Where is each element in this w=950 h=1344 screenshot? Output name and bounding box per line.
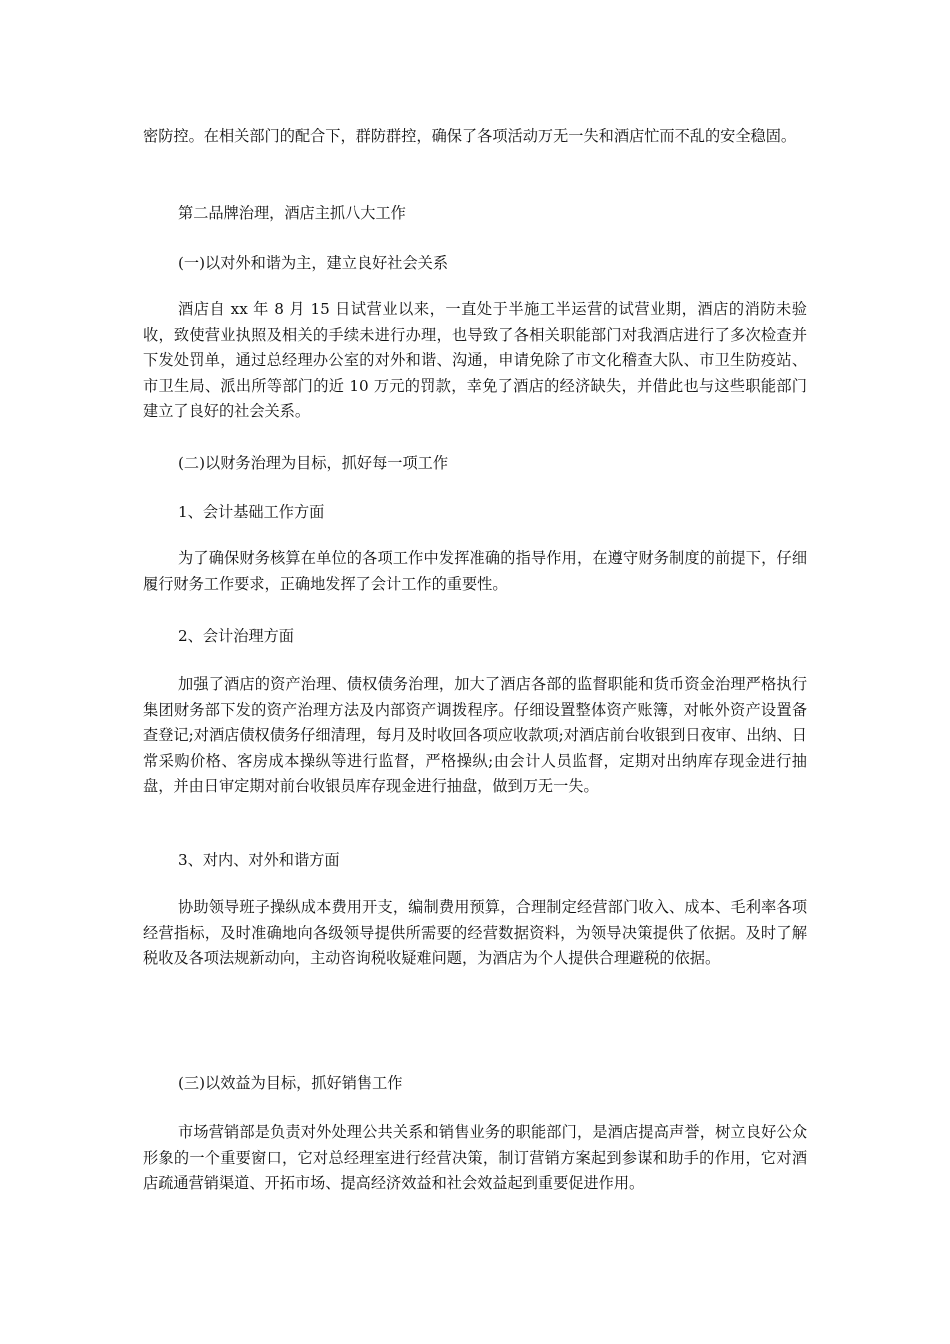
subsection-heading-sales: (三)以效益为目标，抓好销售工作 — [178, 1074, 403, 1092]
paragraph-sales: 市场营销部是负责对外处理公共关系和销售业务的职能部门，是酒店提高声誉，树立良好公众形象的一个重要窗口，它对总经理室进行经营决策，制订营销方案起到参谋和助手的作用，它对酒店疏通营销渠道、开拓市场、提高经济效益和社会效益起到重要促进作用。 — [143, 1123, 807, 1193]
item-heading-accounting-basics: 1、会计基础工作方面 — [178, 503, 325, 521]
paragraph-coordination: 协助领导班子操纵成本费用开支，编制费用预算，合理制定经营部门收入、成本、毛利率各项经营指标，及时准确地向各级领导提供所需要的经营数据资料，为领导决策提供了依据。及时了解税收及各项法规新动向，主动咨询税收疑难问题，为酒店为个人提供合理避税的依据。 — [143, 898, 807, 968]
subsection-heading-external-relations: (一)以对外和谐为主，建立良好社会关系 — [178, 254, 449, 272]
subsection-heading-finance: (二)以财务治理为目标，抓好每一项工作 — [178, 454, 449, 472]
paragraph-accounting-basics: 为了确保财务核算在单位的各项工作中发挥准确的指导作用，在遵守财务制度的前提下，仔细履行财务工作要求，正确地发挥了会计工作的重要性。 — [143, 549, 807, 593]
paragraph-external-relations: 酒店自 xx 年 8 月 15 日试营业以来，一直处于半施工半运营的试营业期，酒店的消防未验收，致使营业执照及相关的手续未进行办理，也导致了各相关职能部门对我酒店进行了多次检查并下发处罚单，通过总经理办公室的对外和谐、沟通，申请免除了市文化稽查大队、市卫生防疫站、市卫生局、派出所等部门的近 10 万元的罚款，幸免了酒店的经济缺失，并借此也与这些职能部门建立了良好的社会关系。 — [143, 300, 807, 421]
paragraph-continuation: 密防控。在相关部门的配合下，群防群控，确保了各项活动万无一失和酒店忙而不乱的安全稳固。 — [143, 127, 797, 145]
section-heading-brand-management: 第二品牌治理，酒店主抓八大工作 — [178, 204, 406, 222]
item-heading-coordination: 3、对内、对外和谐方面 — [178, 851, 340, 869]
item-heading-accounting-management: 2、会计治理方面 — [178, 627, 294, 645]
paragraph-accounting-management: 加强了酒店的资产治理、债权债务治理，加大了酒店各部的监督职能和货币资金治理严格执行集团财务部下发的资产治理方法及内部资产调拨程序。仔细设置整体资产账簿，对帐外资产设置备查登记;对酒店债权债务仔细清理，每月及时收回各项应收款项;对酒店前台收银到日夜审、出纳、日常采购价格、客房成本操纵等进行监督，严格操纵;由会计人员监督，定期对出纳库存现金进行抽盘，并由日审定期对前台收银员库存现金进行抽盘，做到万无一失。 — [143, 675, 807, 796]
